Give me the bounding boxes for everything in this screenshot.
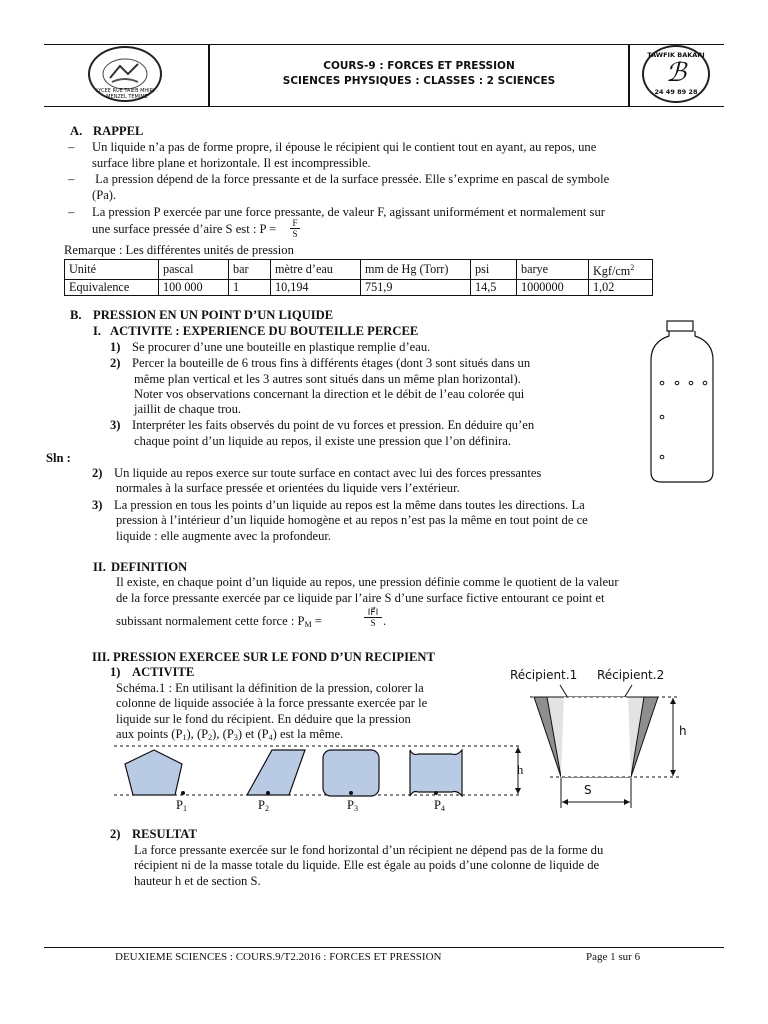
step-text: ACTIVITE <box>132 665 195 679</box>
subscript: 4 <box>268 733 273 742</box>
p3-label <box>347 798 358 817</box>
remark: Remarque : Les différentes unités de pression <box>64 243 294 257</box>
table-row <box>65 260 653 280</box>
subscript: 2 <box>265 804 270 813</box>
answer-3 <box>92 498 585 514</box>
result-line1: La force pressante exercée sur le fond horizontal d’un récipient ne dépend pas de la forme du <box>134 843 604 857</box>
part-3-num: III. <box>92 650 110 664</box>
four-vessels-figure <box>112 742 532 804</box>
schema-text: aux points (P <box>116 727 183 741</box>
p-letter: P <box>347 798 355 812</box>
pressure-fraction <box>290 218 300 239</box>
table-cell: 100 000 <box>159 280 229 296</box>
schema-text: ) et (P <box>237 727 269 741</box>
vessel-pentagon <box>125 750 182 795</box>
section-b-heading: PRESSION EN UN POINT D’UN LIQUIDE <box>93 308 334 322</box>
answer-text: Un liquide au repos exerce sur toute surface en contact avec lui des forces pressantes <box>114 466 542 480</box>
step-text: Percer la bouteille de 6 trous fins à différents étages (dont 3 sont situés dans un <box>132 356 531 370</box>
hole <box>660 415 664 419</box>
hole <box>703 381 707 385</box>
table-cell: barye <box>517 260 589 280</box>
rappel-3-line2: une surface pressée d’aire S est : P = <box>92 222 280 236</box>
equals-sign: = <box>311 614 326 628</box>
table-cell: psi <box>471 260 517 280</box>
arrow-head <box>624 799 630 805</box>
pm-subscript: M <box>304 620 312 629</box>
step-2 <box>110 356 530 372</box>
containers-figure <box>520 684 690 810</box>
table-cell: 751,9 <box>361 280 471 296</box>
bullet-2: – <box>68 172 75 186</box>
definition-line2: de la force pressante exercée par ce liquide par l’aire S d’une surface fictive entourant ce point et <box>116 591 605 605</box>
table-cell: 1,02 <box>589 280 653 296</box>
table-cell: Equivalence <box>65 280 159 296</box>
subscript: 4 <box>441 804 446 813</box>
table-cell: mm de Hg (Torr) <box>361 260 471 280</box>
table-cell: 1 <box>229 280 271 296</box>
arrow-head <box>670 770 676 776</box>
bullet-1: – <box>68 140 75 154</box>
part-1-num: I. <box>93 324 102 338</box>
rappel-3-line1: La pression P exercée par une force pressante, de valeur F, agissant uniformément et normalement sur <box>92 205 605 219</box>
result-line3: hauteur h et de section S. <box>134 874 261 888</box>
schema-line3: liquide sur le fond du récipient. En déduire que la pression <box>116 712 411 726</box>
table-cell: 10,194 <box>271 280 361 296</box>
author-logo <box>642 45 710 103</box>
pm-fraction <box>364 607 382 628</box>
schema-text: ), (P <box>212 727 234 741</box>
rappel-2-line2: (Pa). <box>92 188 117 202</box>
kgf-unit: Kgf/cm <box>593 264 631 279</box>
hole <box>660 455 664 459</box>
course-title: COURS-9 : FORCES ET PRESSION <box>323 60 515 72</box>
schema-line2: colonne de liquide associée à la force pressante exercée par le <box>116 696 428 710</box>
s-label: S <box>584 783 592 797</box>
section-a-letter: A. <box>70 124 83 138</box>
author-phone: 24 49 89 28 <box>654 88 698 96</box>
arrow-head <box>670 698 676 704</box>
school-logo-text: LYCEE RUE TAIEB MHIRI · MENZEL TEMIME <box>96 88 158 100</box>
header-bottom-rule <box>44 106 724 107</box>
rappel-1-line1: Un liquide n’a pas de forme propre, il épouse le récipient qui le contient tout en ayant, au repos, une <box>92 140 597 154</box>
part-2-num: II. <box>93 560 106 574</box>
bottle-body <box>651 331 713 482</box>
p1-label <box>176 798 187 817</box>
rappel-2-line1: La pression dépend de la force pressante et de la surface pressée. Elle s’exprime en pascal de symbole <box>92 172 610 186</box>
footer-page: Page 1 sur 6 <box>586 951 641 963</box>
hole <box>660 381 664 385</box>
footer-rule <box>44 947 724 948</box>
table-row <box>65 280 653 296</box>
liquid-column <box>561 697 631 777</box>
vessel-concave <box>410 750 462 796</box>
pierced-bottle-figure <box>645 320 720 488</box>
vessel-parallelogram <box>247 750 305 795</box>
bottle-cap <box>667 321 693 331</box>
step-2-line4: jaillit de chaque trou. <box>134 402 242 416</box>
definition-line3 <box>116 614 325 633</box>
rappel-1-line2: surface libre plane et horizontale. Il est incompressible. <box>92 156 371 170</box>
h-label-vessels: h <box>517 763 524 777</box>
course-subtitle: SCIENCES PHYSIQUES : CLASSES : 2 SCIENCES <box>282 75 556 87</box>
step-num: 2) <box>110 827 121 841</box>
part-1-heading: ACTIVITE : EXPERIENCE DU BOUTEILLE PERCEE <box>110 324 419 338</box>
school-logo <box>88 46 162 102</box>
step-num: 1) <box>110 340 121 354</box>
vessel-rounded-rect <box>323 750 379 796</box>
solution-label: Sln : <box>46 451 71 465</box>
hole <box>675 381 679 385</box>
part-2-heading: DEFINITION <box>111 560 188 574</box>
label-pointer <box>560 685 568 698</box>
subscript: 3 <box>354 804 359 813</box>
table-cell-kgf <box>589 260 653 280</box>
answer-text: La pression en tous les points d’un liquide au repos est la même dans toutes les directions. La <box>114 498 585 512</box>
step-3-line2: chaque point d’un liquide au repos, il existe une pression que l’on définira. <box>134 434 512 448</box>
author-name: TAWFIK BAKARI <box>647 51 705 59</box>
resultat-step <box>110 827 197 843</box>
step-1 <box>110 340 430 356</box>
p-letter: P <box>434 798 442 812</box>
fraction-denominator: S <box>370 618 376 628</box>
bullet-3: – <box>68 205 75 219</box>
section-b-letter: B. <box>70 308 82 322</box>
fraction-numerator: ‖F⃗‖ <box>364 607 382 618</box>
part-3-heading: PRESSION EXERCEE SUR LE FOND D’UN RECIPIENT <box>113 650 435 664</box>
result-line2: récipient ni de la masse totale du liquide. Elle est égale au poids d’une colonne de liquide de <box>134 858 600 872</box>
definition-line1: Il existe, en chaque point d’un liquide au repos, une pression définie comme le quotient de la valeur <box>116 575 619 589</box>
answer-2-line2: normales à la surface pressée et orientées du liquide vers l’extérieur. <box>116 481 460 495</box>
table-cell: mètre d’eau <box>271 260 361 280</box>
hole <box>689 381 693 385</box>
step-3 <box>110 418 534 434</box>
answer-num: 3) <box>92 498 103 512</box>
footer-left: DEUXIEME SCIENCES : COURS.9/T2.2016 : FORCES ET PRESSION <box>115 951 442 963</box>
table-cell: Unité <box>65 260 159 280</box>
step-text: Interpréter les faits observés du point de vu forces et pression. En déduire qu’en <box>132 418 535 432</box>
subscript: 2 <box>208 733 213 742</box>
author-monogram: ℬ <box>665 58 687 87</box>
header-right-divider <box>628 44 630 106</box>
recipient-1-label: Récipient.1 <box>510 668 578 682</box>
subscript: 3 <box>233 733 238 742</box>
p4-label <box>434 798 445 817</box>
step-2-line2: même plan vertical et les 3 autres sont situés dans un même plan horizontal). <box>134 372 521 386</box>
answer-2 <box>92 466 541 482</box>
answer-3-line2: pression à l’intérieur d’un liquide homogène et au repos n’est pas la même en tout point de ce <box>116 513 588 527</box>
activite-step <box>110 665 194 681</box>
step-2-line3: Noter vos observations concernant la direction et le débit de l’eau colorée qui <box>134 387 525 401</box>
header-top-rule <box>44 44 724 45</box>
recipient-2-label: Récipient.2 <box>597 668 665 682</box>
label-pointer <box>624 685 632 698</box>
step-text: Se procurer d’une une bouteille en plastique remplie d’eau. <box>132 340 431 354</box>
p2-label <box>258 798 269 817</box>
definition-text: subissant normalement cette force : P <box>116 614 305 628</box>
fraction-denominator: S <box>292 229 298 239</box>
subscript: 1 <box>182 733 187 742</box>
p-letter: P <box>176 798 184 812</box>
step-num: 3) <box>110 418 121 432</box>
point-p1 <box>181 791 185 795</box>
definition-end: . <box>383 614 387 628</box>
subscript: 1 <box>183 804 188 813</box>
point-p3 <box>349 791 353 795</box>
point-p4 <box>434 791 438 795</box>
schema-line1: Schéma.1 : En utilisant la définition de la pression, colorer la <box>116 681 424 695</box>
section-a-heading: RAPPEL <box>93 124 144 138</box>
step-num: 1) <box>110 665 121 679</box>
table-cell: 1000000 <box>517 280 589 296</box>
table-cell: bar <box>229 260 271 280</box>
schema-text: ) est la même. <box>272 727 344 741</box>
point-p2 <box>266 791 270 795</box>
answer-num: 2) <box>92 466 103 480</box>
step-text: RESULTAT <box>132 827 197 841</box>
fraction-numerator: F <box>290 218 300 229</box>
answer-3-line3: liquide : elle augmente avec la profondeur. <box>116 529 332 543</box>
arrow-head <box>562 799 568 805</box>
kgf-exponent: 2 <box>630 263 635 272</box>
h-label-containers: h <box>679 724 687 738</box>
table-cell: pascal <box>159 260 229 280</box>
table-cell: 14,5 <box>471 280 517 296</box>
p-letter: P <box>258 798 266 812</box>
step-num: 2) <box>110 356 121 370</box>
units-table <box>64 259 653 296</box>
schema-text: ), (P <box>186 727 209 741</box>
